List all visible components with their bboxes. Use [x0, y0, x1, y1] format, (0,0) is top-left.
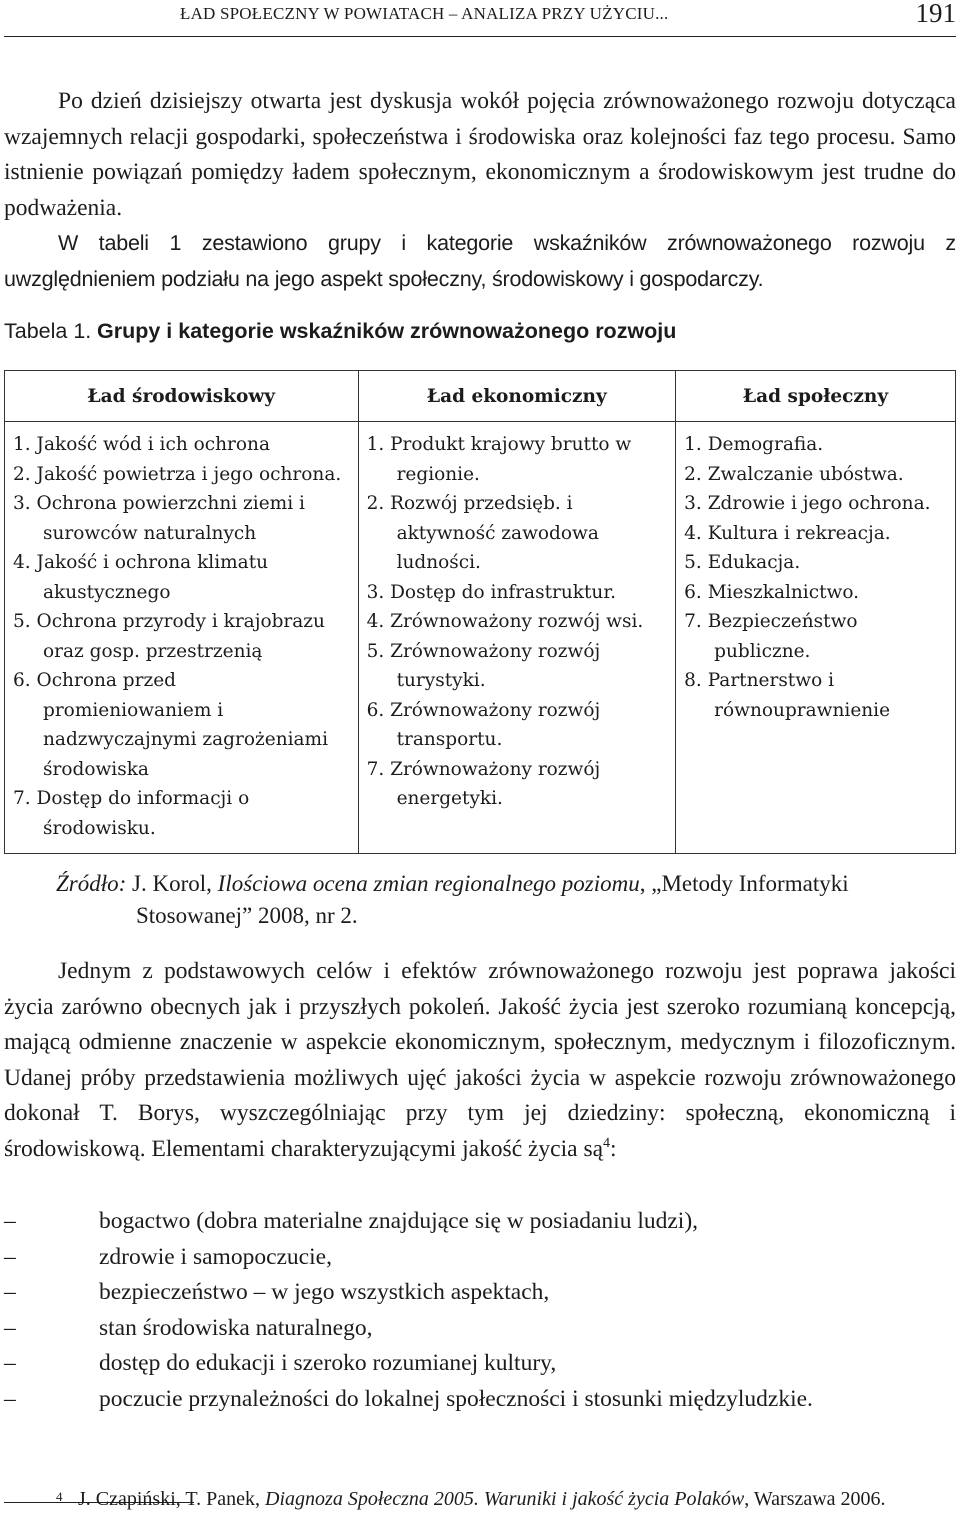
list-item: 3. Dostęp do infrastruktur.: [366, 581, 617, 603]
bullet-text: bogactwo (dobra materialne znajdujące się w posiadaniu ludzi),: [99, 1208, 699, 1234]
quality-of-life-list: [4, 1204, 956, 1417]
source-label: Źródło:: [56, 871, 127, 896]
list-item: 1. Demografia.: [684, 434, 824, 455]
list-item: 6. Zrównoważony rozwój transportu.: [366, 699, 601, 750]
list-item: 6. Mieszkalnictwo.: [684, 581, 860, 603]
list-item: 4. Kultura i rekreacja.: [684, 522, 891, 544]
source-title: Ilościowa ocena zmian regionalnego poziomu: [217, 871, 640, 896]
list-item: [4, 1346, 956, 1382]
dash-marker: –: [4, 1350, 16, 1376]
table-row: [5, 422, 956, 854]
header-environmental: Ład środowiskowy: [5, 371, 359, 422]
source-journal-a: , „Metody Informatyki: [639, 871, 849, 896]
indicators-table: [4, 370, 956, 854]
list-item: [4, 1311, 956, 1347]
footnote-number: 4: [56, 1489, 63, 1504]
footnote-title: Diagnoza Społeczna 2005. Waruniki i jakość życia Polaków: [265, 1488, 745, 1510]
bullet-text: stan środowiska naturalnego,: [99, 1314, 373, 1341]
table-caption-label: Tabela 1.: [4, 319, 92, 343]
bullet-text: bezpieczeństwo – w jego wszystkich aspektach,: [99, 1279, 550, 1305]
list-item: 6. Ochrona przed promieniowaniem i nadzwyczajnymi zagrożeniami środowiska: [13, 670, 329, 780]
list-item: [4, 1275, 956, 1311]
list-item: 2. Zwalczanie ubóstwa.: [684, 463, 904, 485]
running-title: ŁAD SPOŁECZNY W POWIATACH – ANALIZA PRZY UŻYCIU...: [180, 4, 669, 23]
environmental-list: [13, 430, 350, 843]
intro-paragraph-2-text: W tabeli 1 zestawiono grupy i kategorie wskaźników zrównoważonego rozwoju z uwzględnieniem podziału na jego aspekt społeczny, środowiskowy i gospodarczy.: [4, 231, 956, 291]
source-journal-b: Stosowanej” 2008, nr 2.: [136, 903, 358, 928]
environmental-cell: [5, 422, 359, 854]
dash-marker: –: [4, 1385, 16, 1412]
footnote-body: [4, 1486, 956, 1512]
source-author: J. Korol,: [132, 871, 212, 896]
economic-cell: [358, 422, 676, 854]
header-social: Ład społeczny: [676, 371, 956, 422]
running-header: [4, 0, 956, 37]
list-item: 5. Ochrona przyrody i krajobrazu oraz gosp. przestrzenią: [13, 611, 325, 662]
body-paragraph: [4, 954, 956, 1167]
list-item: [4, 1382, 956, 1418]
social-list: [684, 430, 947, 725]
list-item: 1. Jakość wód i ich ochrona: [13, 434, 270, 455]
dash-marker: –: [4, 1208, 16, 1234]
list-item: 2. Jakość powietrza i jego ochrona.: [13, 463, 342, 485]
intro-paragraph-2: [4, 226, 956, 297]
table-source: [56, 868, 956, 932]
footnote: [4, 1486, 956, 1512]
list-item: 5. Edukacja.: [684, 552, 801, 573]
bullet-text: zdrowie i samopoczucie,: [99, 1243, 332, 1270]
social-cell: [676, 422, 956, 854]
list-item: 7. Zrównoważony rozwój energetyki.: [366, 758, 601, 809]
body-paragraph-end: :: [610, 1135, 617, 1162]
bullet-text: dostęp do edukacji i szeroko rozumianej kultury,: [99, 1350, 557, 1376]
intro-paragraph-1: [4, 84, 956, 226]
header-economic: Ład ekonomiczny: [358, 371, 676, 422]
list-item: 5. Zrównoważony rozwój turystyki.: [366, 640, 601, 691]
economic-list: [367, 430, 668, 814]
list-item: 7. Bezpieczeństwo publiczne.: [684, 611, 858, 662]
list-item: [4, 1204, 956, 1240]
list-item: 8. Partnerstwo i równouprawnienie: [684, 670, 891, 721]
dash-marker: –: [4, 1279, 16, 1305]
list-item: 2. Rozwój przedsięb. i aktywność zawodowa ludności.: [366, 493, 599, 573]
table-caption: [4, 318, 676, 344]
list-item: 4. Jakość i ochrona klimatu akustycznego: [13, 552, 269, 603]
list-item: 3. Ochrona powierzchni ziemi i surowców naturalnych: [13, 493, 305, 544]
bullet-text: poczucie przynależności do lokalnej społeczności i stosunki międzyludzkie.: [99, 1385, 813, 1412]
intro-paragraph-1-text: Po dzień dzisiejszy otwarta jest dyskusja wokół pojęcia zrównoważonego rozwoju dotycząca wzajemnych relacji gospodarki, społeczeństwa i środowiska oraz kolejności faz tego procesu. Samo istnienie powiązań pomiędzy ładem społecznym, ekonomicznym a środowiskowym jest trudne do podważenia.: [4, 88, 956, 221]
footnote-authors: J. Czapiński, T. Panek,: [78, 1488, 261, 1510]
list-item: 4. Zrównoważony rozwój wsi.: [366, 611, 644, 632]
table-header-row: [5, 371, 956, 422]
body-paragraph-text: Jednym z podstawowych celów i efektów zrównoważonego rozwoju jest poprawa jakości życia zarówno obecnych jak i przyszłych pokoleń. Jakość życia jest szeroko rozumianą koncepcją, mającą odmienne znaczenie w aspekcie ekonomicznym, społecznym, medycznym i filozoficznym. Udanej próby przedstawienia możliwych ujęć jakości życia w aspekcie rozwoju zrównoważonego dokonał T. Borys, wyszczególniając przy tym jej dziedziny: społeczną, ekonomiczną i środowiskową. Elementami charakteryzującymi jakość życia są: [4, 958, 956, 1162]
dash-marker: –: [4, 1314, 16, 1341]
list-item: [4, 1240, 956, 1276]
page-number: 191: [915, 0, 956, 28]
list-item: 7. Dostęp do informacji o środowisku.: [13, 788, 250, 839]
footnote-rest: , Warszawa 2006.: [744, 1488, 886, 1510]
footnote-reference[interactable]: 4: [603, 1135, 611, 1151]
list-item: 3. Zdrowie i jego ochrona.: [684, 493, 931, 514]
list-item: 1. Produkt krajowy brutto w regionie.: [366, 434, 632, 485]
table-caption-title: Grupy i kategorie wskaźników zrównoważonego rozwoju: [97, 319, 677, 343]
dash-marker: –: [4, 1243, 16, 1270]
